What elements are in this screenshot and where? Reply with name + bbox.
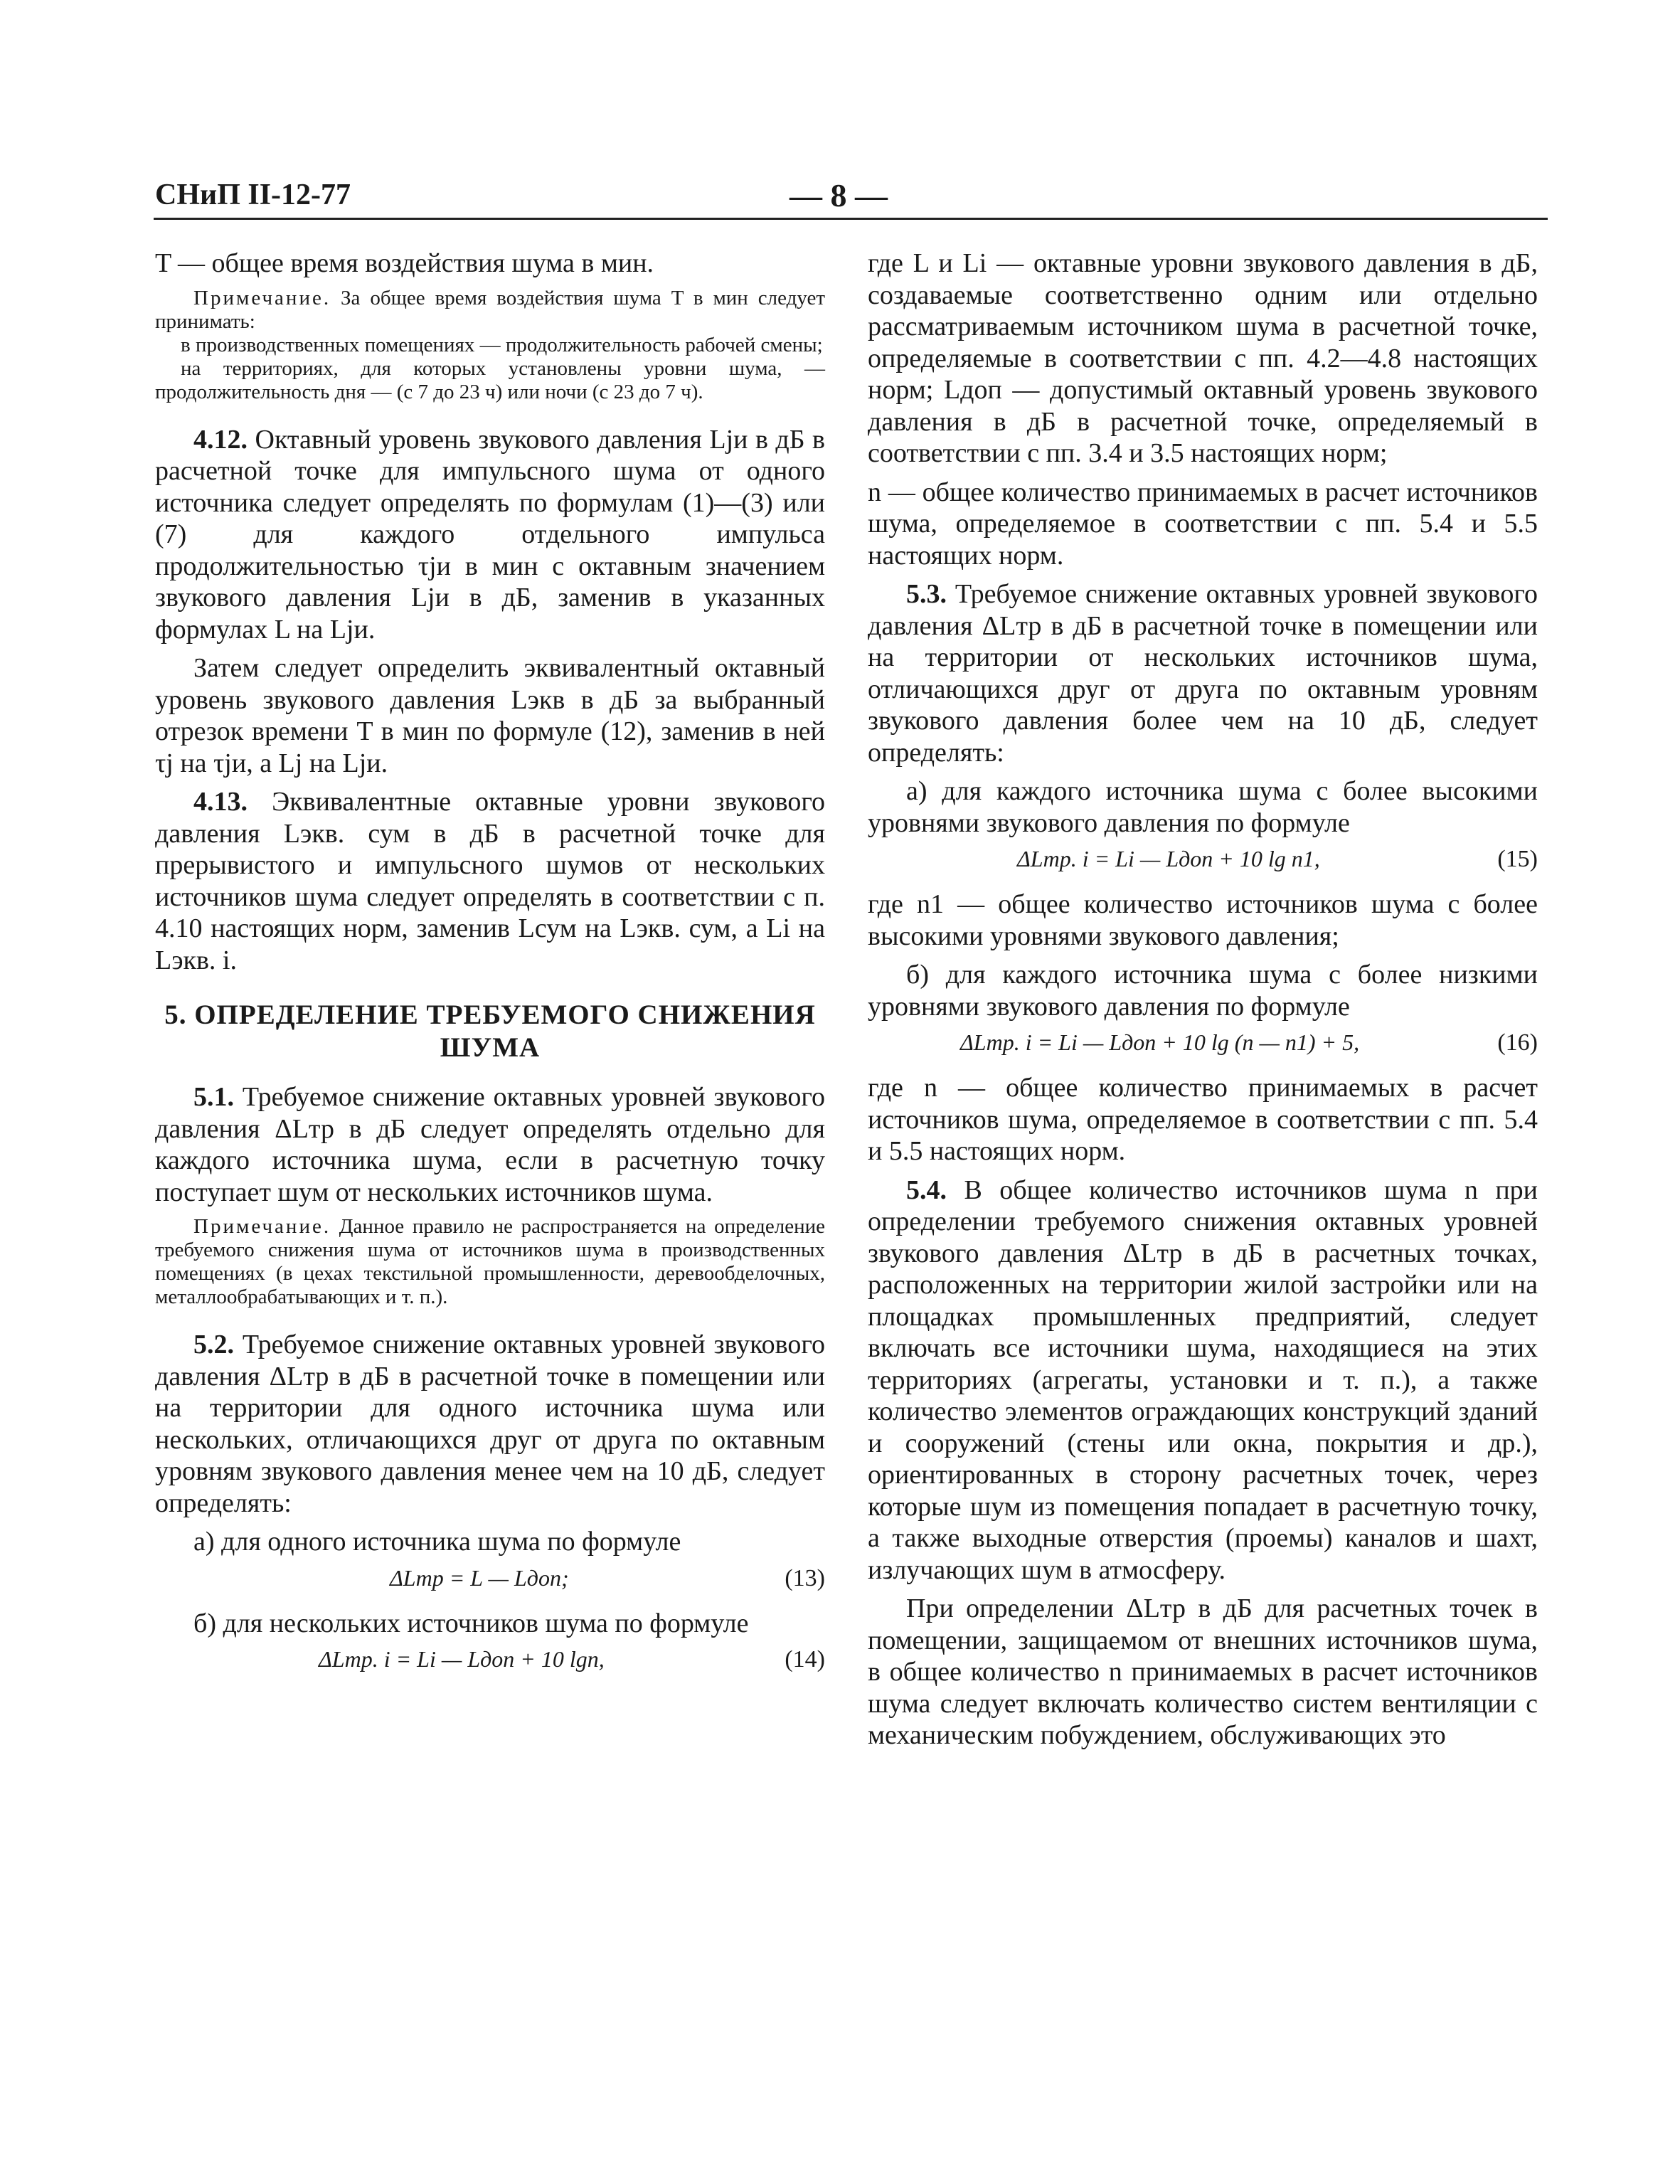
paragraph-5-3-b: б) для каждого источника шума с более низкими уровнями звукового давления по формуле bbox=[868, 960, 1538, 1022]
clause-text: Требуемое снижение октавных уровней звукового давления ΔLтр в дБ в расчетной точке в помещении или на территории для одного источника шума или нескольких, отличающихся друг от друга по октавным уровням звукового давления менее чем на 10 дБ, следует определять: bbox=[155, 1330, 826, 1518]
header-rule bbox=[154, 218, 1548, 220]
clause-text: Октавный уровень звукового давления Ljи в дБ в расчетной точке для импульсного шума от одного источника следует определять по формулам (1)—(3) или (7) для каждого отдельного импульса продолжительностью τjи в мин с октавным значением звукового давления Ljи в дБ, заменив в указанных формулах L на Ljи. bbox=[155, 424, 825, 645]
clause-number: 5.4. bbox=[906, 1175, 947, 1205]
clause-text: Эквивалентные октавные уровни звукового давления Lэкв. сум в дБ в расчетной точке для прерывистого и импульсного шумов от нескольких источников шума следует определять в соответствии с п. 4.10 настоящих норм, заменив Lсум на Lэкв. сум, а Li на Lэкв. i. bbox=[155, 787, 826, 975]
where-n-definition: n — общее количество принимаемых в расчет источников шума, определяемое в соответствии с пп. 5.4 и 5.5 настоящих норм. bbox=[868, 477, 1538, 571]
note-1-title: Примечание. bbox=[193, 286, 331, 309]
formula-13-number: (13) bbox=[785, 1564, 825, 1591]
formula-16-expression: ΔLтр. i = Li — Lдоп + 10 lg (n — n1) + 5, bbox=[960, 1029, 1360, 1055]
paragraph-5-1 bbox=[155, 1081, 825, 1208]
note-1 bbox=[155, 287, 825, 404]
where-16: где n — общее количество принимаемых в расчет источников шума, определяемое в соответствии с пп. 5.4 и 5.5 настоящих норм. bbox=[868, 1073, 1538, 1166]
note-2 bbox=[155, 1215, 825, 1309]
formula-14-number: (14) bbox=[785, 1646, 825, 1673]
formula-16-number: (16) bbox=[1497, 1029, 1538, 1056]
where-definitions: где L и Li — октавные уровни звукового давления в дБ, создаваемые соответственно одним или отдельно рассматриваемым источником шума в расчетной точке, определяемые в соответствии с пп. 4.2—4.8 настоящих норм; Lдоп — допустимый октавный уровень звукового давления в дБ в расчетной точке, определяемый в соответствии с пп. 3.4 и 3.5 настоящих норм; bbox=[868, 248, 1538, 468]
note-1-text: За общее время воздействия шума T в мин следует принимать: bbox=[155, 286, 825, 333]
formula-13-expression: ΔLтр = L — Lдоп; bbox=[390, 1564, 569, 1591]
clause-number: 5.2. bbox=[193, 1330, 234, 1359]
where-15: где n1 — общее количество источников шума с более высокими уровнями звукового давления; bbox=[868, 889, 1538, 951]
paragraph-4-12 bbox=[155, 424, 825, 646]
note-1-item-b: на территориях, для которых установлены уровни шума, — продолжительность дня — (с 7 до 23 ч) или ночи (с 23 до 7 ч). bbox=[155, 356, 825, 403]
left-column bbox=[155, 248, 825, 1689]
formula-15-number: (15) bbox=[1497, 846, 1538, 872]
note-2-title: Примечание. bbox=[193, 1215, 331, 1238]
formula-14-expression: ΔLтр. i = Li — Lдоп + 10 lgn, bbox=[319, 1646, 605, 1672]
note-1-item-a: в производственных помещениях — продолжительность рабочей смены; bbox=[181, 333, 823, 356]
paragraph-5-2-b: б) для нескольких источников шума по формуле bbox=[193, 1608, 749, 1638]
clause-number: 5.3. bbox=[906, 579, 947, 609]
paragraph-4-13 bbox=[155, 786, 825, 976]
paragraph-5-2-a: а) для одного источника шума по формуле bbox=[193, 1527, 681, 1557]
clause-number: 4.12. bbox=[193, 424, 248, 455]
t-definition: T — общее время воздействия шума в мин. bbox=[155, 248, 654, 278]
paragraph-5-4 bbox=[868, 1175, 1538, 1586]
formula-16 bbox=[868, 1029, 1538, 1062]
paragraph-5-3 bbox=[868, 578, 1538, 768]
right-column bbox=[868, 248, 1538, 1759]
clause-text: Требуемое снижение октавных уровней звукового давления ΔLтр в дБ следует определять отдельно для каждого источника шума, если в расчетную точку поступает шум от нескольких источников шума. bbox=[155, 1082, 826, 1207]
note-2-text: Данное правило не распространяется на определение требуемого снижения шума от источников шума в производственных помещениях (в цехах текстильной промышленности, деревообделочных, металлообрабатывающих и т. п.). bbox=[155, 1215, 825, 1308]
formula-13 bbox=[155, 1565, 825, 1598]
document-code: СНиП II-12-77 bbox=[155, 179, 351, 211]
paragraph-5-2 bbox=[155, 1329, 825, 1519]
paragraph-5-4-continued: При определении ΔLтр в дБ для расчетных точек в помещении, защищаемом от внешних источников шума, в общее количество n принимаемых в расчет источников шума следует включать количество систем вентиляции с механическим побуждением, обслуживающих это bbox=[868, 1594, 1538, 1750]
formula-15-expression: ΔLтр. i = Li — Lдоп + 10 lg n1, bbox=[1017, 846, 1320, 871]
clause-number: 4.13. bbox=[193, 787, 248, 817]
formula-14 bbox=[155, 1646, 825, 1679]
clause-text: Требуемое снижение октавных уровней звукового давления ΔLтр в дБ в расчетной точке в помещении или на территории от нескольких источников шума, отличающихся друг от друга по октавным уровням звукового давления более чем на 10 дБ, следует определять: bbox=[868, 579, 1538, 768]
paragraph-5-3-a: а) для каждого источника шума с более высокими уровнями звукового давления по формуле bbox=[868, 776, 1538, 838]
page-number: — 8 — bbox=[790, 177, 888, 213]
clause-number: 5.1. bbox=[193, 1082, 234, 1112]
section-heading: 5. ОПРЕДЕЛЕНИЕ ТРЕБУЕМОГО СНИЖЕНИЯ ШУМА bbox=[164, 1000, 816, 1063]
formula-15 bbox=[868, 846, 1538, 879]
paragraph-4-12-continued: Затем следует определить эквивалентный октавный уровень звукового давления Lэкв в дБ за выбранный отрезок времени T в мин по формуле (12), заменив в ней τj на τjи, а Lj на Ljи. bbox=[155, 653, 825, 778]
clause-text: В общее количество источников шума n при определении требуемого снижения октавных уровней звукового давления ΔLтр в дБ в расчетных точках, расположенных на территории жилой застройки или на площадках промышленных предприятий, следует включать все источники шума, находящиеся на этих территориях (агрегаты, установки и т. п.), а также количество элементов ограждающих конструкций зданий и сооружений (стены или окна, покрытия и др.), ориентированных в сторону расчетных точек, через которые шум из помещения попадает в расчетную точку, а также выходные отверстия (проемы) каналов и шахт, излучающих шум в атмосферу. bbox=[868, 1175, 1538, 1585]
